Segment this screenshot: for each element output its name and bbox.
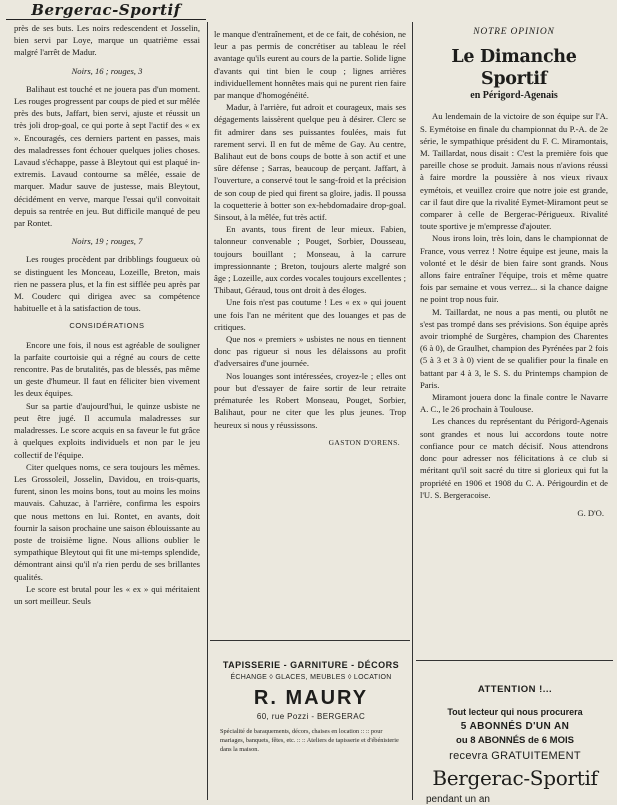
article-paragraph: En avants, tous firent de leur mieux. Fabien, talonneur convenable ; Pouget, Sorbier, Dousseau, toujours bouillant ; Monseau, à la carrure impressionnante ; Breton, toujours alerte malgré son âge ; Lozeille, aux cordes vocales toujours excellentes ; Thibaut, Géraud, tous ont droit à des éloges. — [214, 224, 406, 296]
column-2 — [214, 28, 406, 449]
ad-services: TAPISSERIE - GARNITURE - DÉCORS — [222, 660, 400, 670]
article-paragraph: Le score est brutal pour les « ex » qui méritaient un sort meilleur. Seuls — [14, 583, 200, 606]
column-1 — [14, 22, 200, 607]
article-paragraph: Une fois n'est pas coutume ! Les « ex » qui jouent une fois l'an ne méritent que des louanges et pas de critiques. — [214, 297, 406, 332]
ad-line: pendant un an — [426, 794, 490, 805]
ad-line: recevra GRATUITEMENT — [449, 750, 581, 762]
opinion-subtitle: en Périgord-Agenais — [470, 90, 558, 102]
ad-newspaper-name: Bergerac-Sportif — [432, 766, 598, 790]
score-line: Noirs, 19 ; rouges, 7 — [71, 236, 143, 247]
maury-advertisement — [216, 648, 406, 798]
column-3 — [420, 22, 608, 519]
article-paragraph: le manque d'entraînement, et de ce fait, de cohésion, ne leur a pas permis de concrétiser au tableau le réel avantage qu'ils eurent au cours de la partie. Solide ligne d'avants qui tint bien le coup ; lignes arrières individuellement honnêtes mais qui ne purent rien faire par manque d'homogénéité. — [214, 29, 406, 101]
article-paragraph: Les chances du représentant du Périgord-Agenais sont grandes et nous lui accordons toute notre confiance pour ce match décisif. Nous attendrons donc pour adresser nos félicitations à ce club si méritant qu'il soit sacré du titre si glorieux qui fut la propriété en 1906 et 1908 du C. A. Périgourdin et de l'U. S. Bergeracoise. — [420, 416, 608, 500]
article-paragraph: Encore une fois, il nous est agréable de souligner la parfaite courtoisie qui a régné au cours de cette rencontre. Pas de brutalités, pas de blessés, pas même un geste d'humeur. Il faut en féliciter bien vivement les deux équipes. — [14, 339, 200, 399]
article-paragraph: Nos louanges sont intéressées, croyez-le ; elles ont pour but d'essayer de faire sortir de leur retraite prématurée les Robert Monseau, Pouget, Sorbier, Balihaut, pour ne citer que les plus jeunes. Trop heureux si nous y réussissons. — [214, 370, 406, 430]
ad-subservices: ÉCHANGE ◊ GLACES, MEUBLES ◊ LOCATION — [230, 674, 392, 681]
author-signature: G. D'O. — [577, 507, 604, 518]
article-paragraph: Sur sa partie d'aujourd'hui, le quinze usbiste ne peut être jugé. Il accumula maladresses sur maladresses. Le score acquis en sa faveur le fut grâce à quelques exploits individuels et non par le jeu collectif de l'équipe. — [14, 400, 200, 460]
article-paragraph: Les rouges procèdent par dribblings fougueux où se distinguent les Monceau, Lozeille, Breton, mais rien ne passera plus, et la fin est sifflée peu après par M. Couderc qui dirigea avec sa compétence habituelle et à la satisfaction de tous. — [14, 254, 200, 314]
section-heading: CONSIDÉRATIONS — [69, 321, 145, 331]
article-paragraph: Nous irons loin, très loin, dans le championnat de France, vous verrez ! Notre équipe est jeune, mais la volonté et le désir de bien faire sont grands. Nous allons faire entraîner l'équipe, trois et même quatre fois par semaine et vous verrez... si la chance daigne ne point trop nous fuir. — [420, 233, 608, 305]
article-paragraph: Que nos « premiers » usbistes ne nous en tiennent donc pas rigueur si nous les délaissons au profit d'adversaires d'une journée. — [214, 334, 406, 369]
column-divider — [207, 22, 208, 800]
ad-top-rule — [416, 660, 613, 661]
ad-fine-print: Spécialité de baraquements, décors, chaises en location :: :: pour mariages, banquets, fêtes, etc. :: :: Ateliers de tapisserie et d'ébénisterie dans la maison. — [220, 728, 399, 753]
ad-attention: ATTENTION !... — [477, 684, 553, 695]
article-paragraph: Au lendemain de la victoire de son équipe sur l'A. S. Eymétoise en finale du championnat du P.-A. de 2e série, le sympathique président du F. C. Miramontais, M. Taillardat, nous disait : C'est la première fois que pareille chose se produit. Jamais nous n'avions réussi à faire mordre la poussière à nos vieux rivaux eymétois, et veuillez croire que notre joie est grande, car il faut dire que la rivalité Eymet-Miramont peut se comparer à celle de Bergerac-Périgueux. Rivalité toute sportive je m'empresse d'ajouter. — [420, 111, 608, 232]
article-paragraph: Madur, à l'arrière, fut adroit et courageux, mais ses dégagements laissèrent quelque peu à désirer. Clerc se fit admirer dans ses puissantes foulées, mais fut rarement servi. Il en fut de même de Gay. Au centre, Balihaut eut de bons coups de botte à son actif et une sûre défense ; Sarras, beaucoup de perçant. Jaffart, à l'ouverture, a conservé tout le sang-froid et la précision de son coup de pied qui firent sa gloire, jadis. Il poussa la coquetterie à botter son ex-hebdomadaire drop-goal. Sinsout, à la mêlée, fut très actif. — [214, 102, 406, 223]
ad-line: 5 ABONNÉS D'UN AN — [460, 721, 570, 732]
opinion-kicker: NOTRE OPINION — [473, 27, 555, 37]
masthead-rule — [6, 19, 206, 20]
ad-top-rule — [210, 640, 410, 641]
ad-line: Tout lecteur qui nous procurera — [447, 707, 583, 717]
ad-line: ou 8 ABONNÉS de 6 MOIS — [456, 735, 574, 746]
article-paragraph: Balihaut est touché et ne jouera pas d'un moment. Les rouges progressent par coups de pied et sur mêlée près des buts, Jaffart, bien servi, ajuste et réussit un très joli drop-goal, ce qui porte à sept l'actif des « ex ». Encouragés, ces derniers partent en passes, mais des maladresses font échouer quelques jolies choses. Lavaud s'échappe, passe à Bleytout qui est plaqué in-extremis. Lavaud contourne sa mêlée, essaie de marquer. Madur sauve de justesse, mais Bleytout, décidément en verve, marque l'essai qu'il convoitait depuis sa rentrée en jeu. But difficile manqué de peu par Rontet. — [14, 83, 200, 229]
ad-address: 60, rue Pozzi - BERGERAC — [256, 712, 366, 721]
masthead — [6, 0, 206, 20]
article-paragraph: près de ses buts. Les noirs redescendent et Josselin, bien servi par Loye, marque un quatrième essai malgré l'arrêt de Madur. — [14, 23, 200, 58]
masthead-logo: Bergerac-Sportif — [31, 1, 181, 19]
score-line: Noirs, 16 ; rouges, 3 — [71, 65, 143, 76]
subscription-ad — [420, 666, 610, 805]
opinion-title: Le Dimanche Sportif — [451, 47, 577, 90]
author-signature: GASTON D'ORENS. — [328, 437, 400, 447]
ad-business-name: R. MAURY — [253, 687, 369, 709]
column-divider — [412, 22, 413, 800]
article-paragraph: M. Taillardat, ne nous a pas menti, ou plutôt ne s'est pas trompé dans ses prévisions. Son équipe après avoir triomphé de Surgères, champion des Charentes (6 à 0), de Graulhet, champion des Pyrénées par 2 fois (5 à 3 et 3 à 0) vient de se qualifier pour la finale en battant par 4 à 3, le S. S. du Printemps champion de Paris. — [420, 306, 608, 390]
article-paragraph: Miramont jouera donc la finale contre le Navarre A. C., le 26 prochain à Toulouse. — [420, 392, 608, 415]
article-paragraph: Citer quelques noms, ce sera toujours les mêmes. Les Grossoleil, Josselin, Davidou, en trois-quarts, furent, sinon les moins bons, tout au moins les moins mauvais. Cahuzac, à l'arrière, confirma les espoirs que nous mettons en lui. Rontet, en avants, doit fournir la saison prochaine une saison éblouissante au poste de troisième ligne. Nous allions oublier le sympathique Bleytout qui fit une mi-temps splendide, démontrant ainsi qu'il n'a rien perdu de ses brillantes qualités. — [14, 461, 200, 582]
